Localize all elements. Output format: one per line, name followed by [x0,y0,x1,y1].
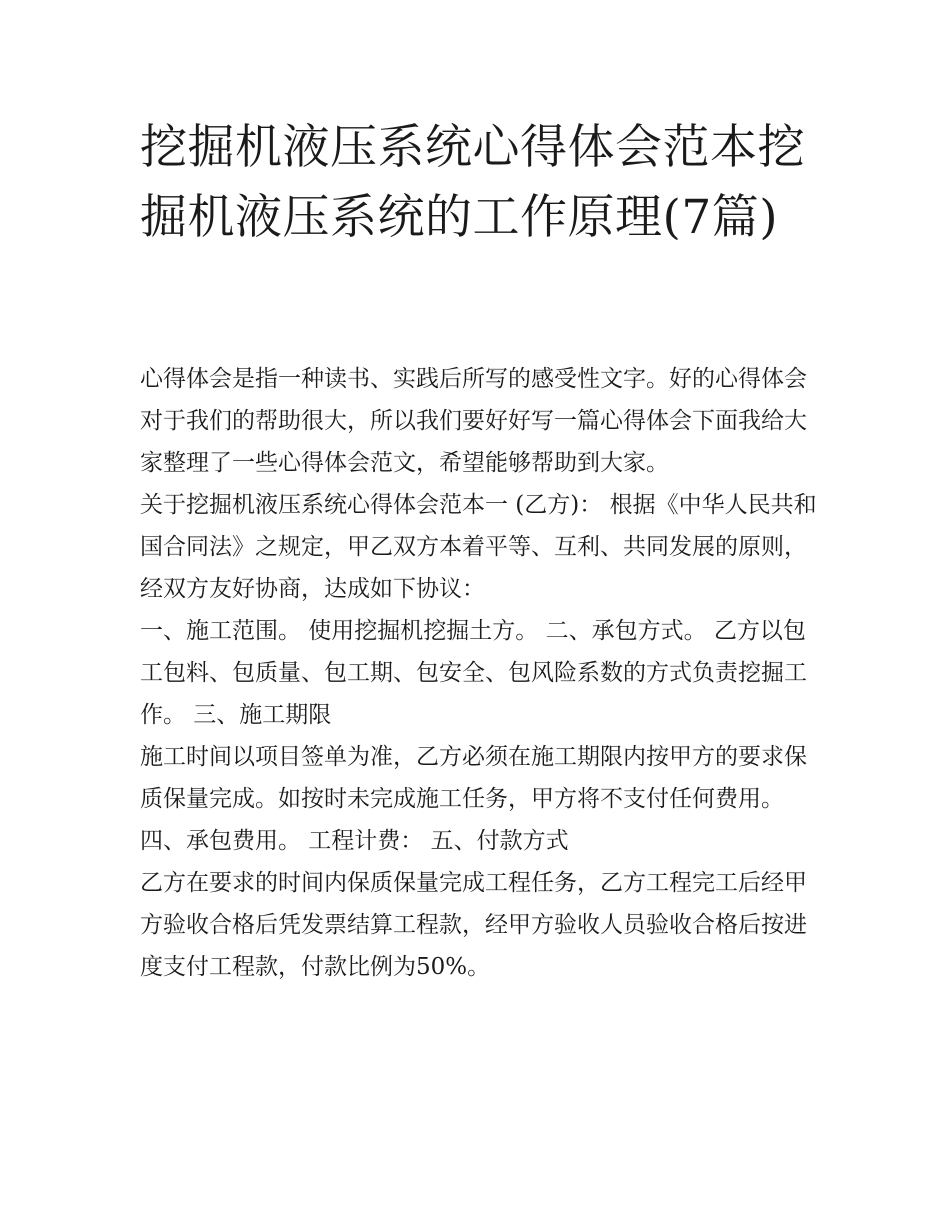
paragraph-agreement-preamble: 关于挖掘机液压系统心得体会范本一 (乙方)： 根据《中华人民共和国合同法》之规定，甲乙双方本着平等、互利、共同发展的原则，经双方友好协商，达成如下协议： [140,492,817,602]
paragraph-schedule-and-fees: 施工时间以项目签单为准，乙方必须在施工期限内按甲方的要求保质保量完成。如按时未完成施工任务，甲方将不支付任何费用。 四、承包费用。 工程计费： 五、付款方式 [140,744,807,854]
document-body [140,358,820,988]
paragraph-intro: 心得体会是指一种读书、实践后所写的感受性文字。好的心得体会对于我们的帮助很大，所以我们要好好写一篇心得体会下面我给大家整理了一些心得体会范文，希望能够帮助到大家。 [140,366,807,476]
paragraph-payment: 乙方在要求的时间内保质保量完成工程任务，乙方工程完工后经甲方验收合格后凭发票结算工程款，经甲方验收人员验收合格后按进度支付工程款，付款比例为50%。 [140,870,807,980]
document-title: 挖掘机液压系统心得体会范本挖掘机液压系统的工作原理(7篇) [140,120,805,245]
paragraph-scope-and-method: 一、施工范围。 使用挖掘机挖掘土方。 二、承包方式。 乙方以包工包料、包质量、包工期、包安全、包风险系数的方式负责挖掘工作。 三、施工期限 [140,618,807,728]
